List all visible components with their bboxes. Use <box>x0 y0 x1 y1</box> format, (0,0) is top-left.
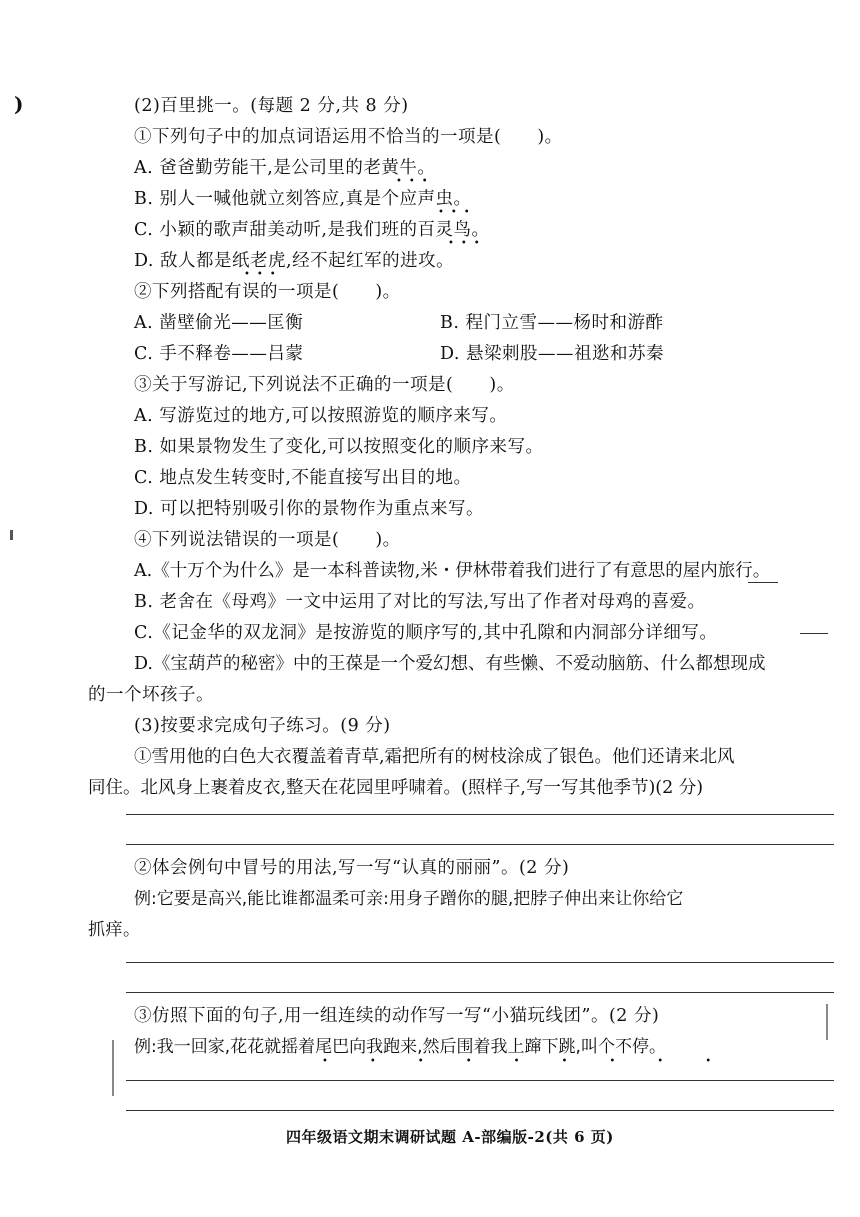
q4-stem: ④下列说法错误的一项是( )。 <box>134 530 401 550</box>
q1-option-c: C. 小颖的歌声甜美动听,是我们班的百灵鸟。 <box>134 220 490 240</box>
q2-option-d: D. 悬梁刺股——祖逖和苏秦 <box>440 344 665 364</box>
q1-stem: ①下列句子中的加点词语运用不恰当的一项是( )。 <box>134 127 563 147</box>
margin-mark: ) <box>14 92 24 116</box>
scan-speck <box>10 530 13 540</box>
emphasis-dots: ••• <box>438 207 477 218</box>
q3-option-b: B. 如果景物发生了变化,可以按照变化的顺序来写。 <box>134 437 544 457</box>
s3-q2-example-line1: 例:它要是高兴,能比谁都温柔可亲:用身子蹭你的腿,把脖子伸出来让你给它 <box>134 889 684 909</box>
page-footer: 四年级语文期末调研试题 A-部编版-2(共 6 页) <box>286 1128 614 1146</box>
q3-option-c: C. 地点发生转变时,不能直接写出目的地。 <box>134 468 472 488</box>
answer-line <box>126 1080 834 1081</box>
s3-q1-line1: ①雪用他的白色大衣覆盖着青草,霜把所有的树枝涂成了银色。他们还请来北风 <box>134 747 735 767</box>
s3-q3-example: 例:我一回家,花花就摇着尾巴向我跑来,然后围着我上蹿下跳,叫个不停。 <box>134 1037 666 1057</box>
section2-heading: (2)百里挑一。(每题 2 分,共 8 分) <box>134 96 409 116</box>
emphasis-dots: ••• <box>448 238 487 249</box>
emphasis-dots: ••• <box>244 269 283 280</box>
q1-option-d: D. 敌人都是纸老虎,经不起红军的进攻。 <box>134 251 455 271</box>
section3-heading: (3)按要求完成句子练习。(9 分) <box>134 716 391 736</box>
scan-speck <box>112 1040 114 1096</box>
q2-option-a: A. 凿壁偷光——匡衡 <box>134 313 304 333</box>
s3-q3-stem: ③仿照下面的句子,用一组连续的动作写一写“小猫玩线团”。(2 分) <box>134 1006 660 1026</box>
s3-q2-example-line2: 抓痒。 <box>88 920 141 940</box>
answer-line <box>126 844 834 845</box>
answer-line <box>126 992 834 993</box>
stray-mark <box>800 633 828 634</box>
answer-line <box>126 962 834 963</box>
q1-option-a: A. 爸爸勤劳能干,是公司里的老黄牛。 <box>134 158 436 178</box>
q4-option-b: B. 老舍在《母鸡》一文中运用了对比的写法,写出了作者对母鸡的喜爱。 <box>134 592 706 612</box>
answer-line <box>126 1110 834 1111</box>
scan-speck <box>826 1004 828 1040</box>
emphasis-dots: ••••••••• <box>322 1056 754 1067</box>
answer-line <box>126 814 834 815</box>
q2-stem: ②下列搭配有误的一项是( )。 <box>134 282 401 302</box>
q4-option-c: C.《记金华的双龙洞》是按游览的顺序写的,其中孔隙和内洞部分详细写。 <box>134 623 718 643</box>
q2-option-b: B. 程门立雪——杨时和游酢 <box>440 313 664 333</box>
q4-option-d-cont: 的一个坏孩子。 <box>88 685 214 705</box>
q3-option-a: A. 写游览过的地方,可以按照游览的顺序来写。 <box>134 406 508 426</box>
q3-stem: ③关于写游记,下列说法不正确的一项是( )。 <box>134 375 515 395</box>
emphasis-dots: ••• <box>396 176 435 187</box>
q2-option-c: C. 手不释卷——吕蒙 <box>134 344 304 364</box>
s3-q2-stem: ②体会例句中冒号的用法,写一写“认真的丽丽”。(2 分) <box>134 858 570 878</box>
s3-q1-line2: 同住。北风身上裹着皮衣,整天在花园里呼啸着。(照样子,写一写其他季节)(2 分) <box>88 778 704 798</box>
q4-option-a: A.《十万个为什么》是一本科普读物,米・伊林带着我们进行了有意思的屋内旅行。 <box>134 561 771 581</box>
q3-option-d: D. 可以把特别吸引你的景物作为重点来写。 <box>134 499 485 519</box>
q4-option-d: D.《宝葫芦的秘密》中的王葆是一个爱幻想、有些懒、不爱动脑筋、什么都想现成 <box>134 654 766 674</box>
stray-mark <box>748 582 778 583</box>
q1-option-b: B. 别人一喊他就立刻答应,真是个应声虫。 <box>134 189 472 209</box>
